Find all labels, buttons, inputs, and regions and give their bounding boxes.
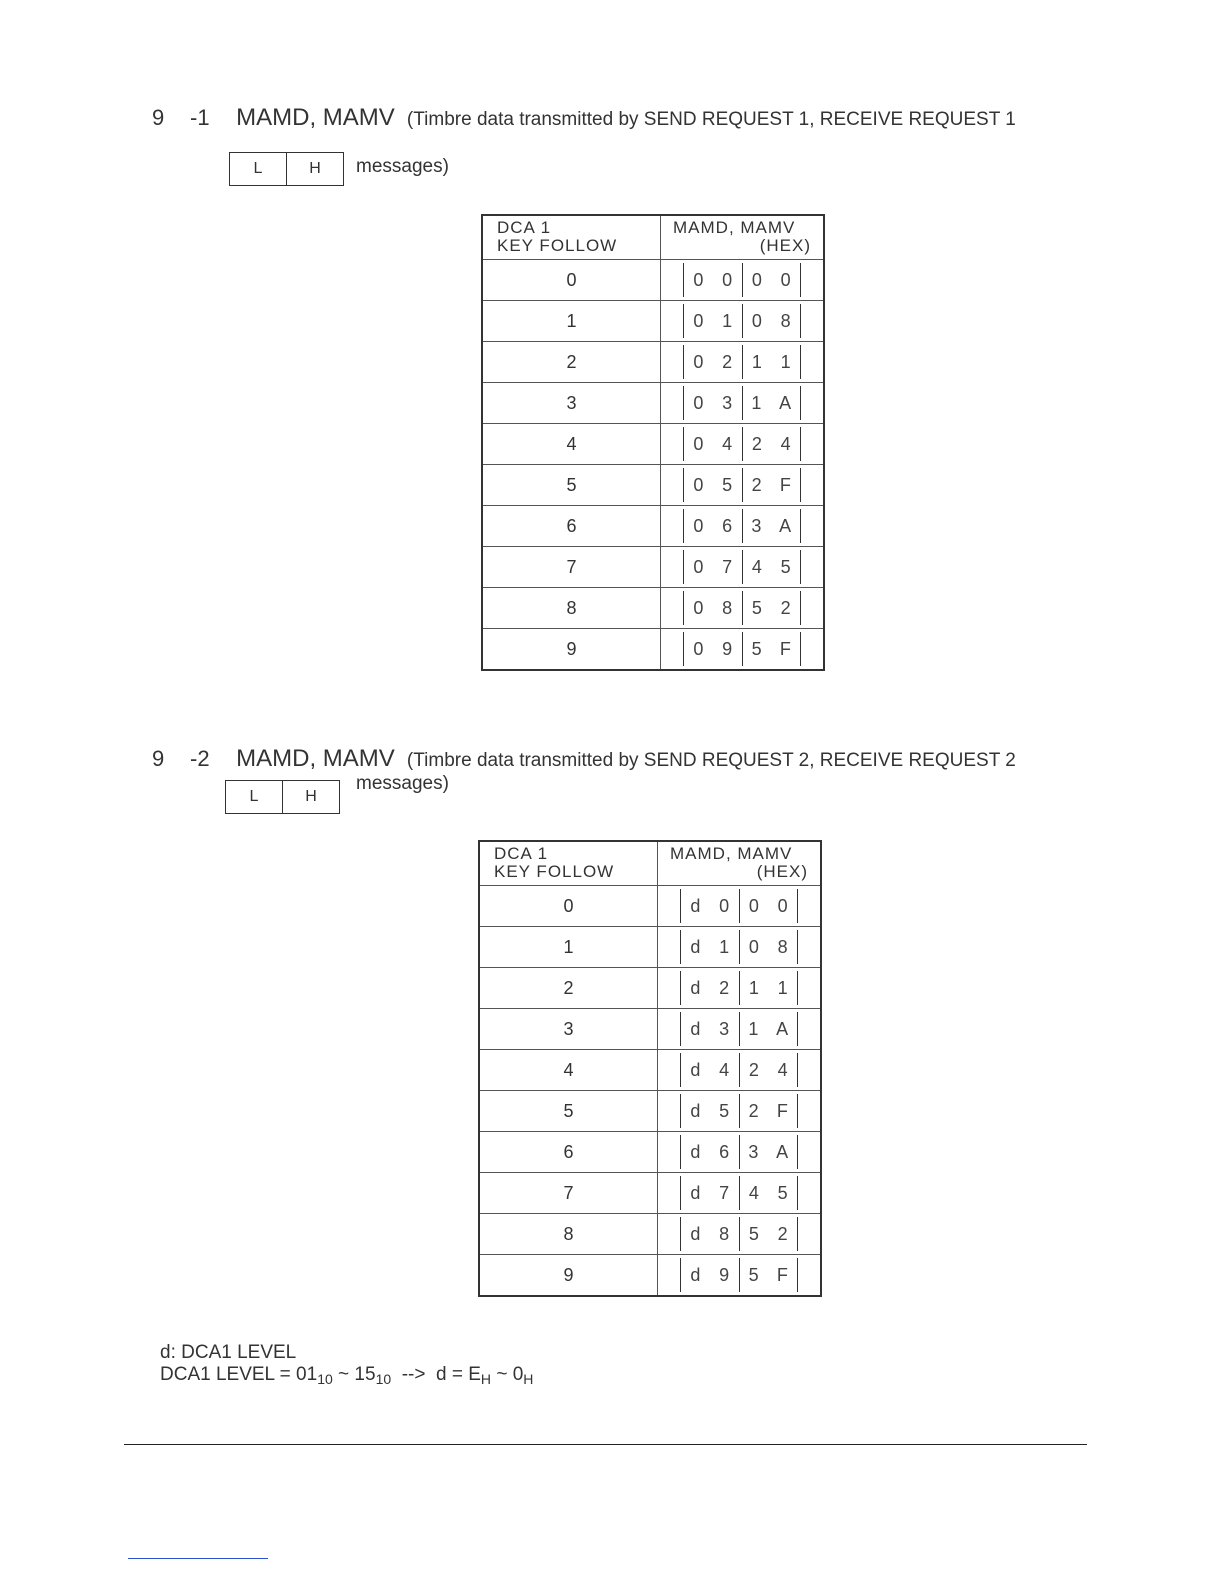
hex-digit: F bbox=[779, 638, 791, 659]
key-follow-value: 5 bbox=[479, 1091, 658, 1132]
hex-digit: 5 bbox=[719, 1100, 730, 1121]
hex-digit: F bbox=[776, 1264, 788, 1285]
note-line-2 bbox=[160, 1364, 533, 1387]
header-line: (HEX) bbox=[759, 236, 811, 255]
header-mamd-mamv bbox=[658, 841, 822, 886]
hex-digit: 0 bbox=[748, 895, 759, 916]
hex-byte-box bbox=[680, 1217, 798, 1251]
hex-digit: 5 bbox=[722, 474, 733, 495]
hex-digit: A bbox=[776, 1018, 789, 1039]
hex-value-cell bbox=[661, 383, 825, 424]
table-row bbox=[482, 301, 824, 342]
hex-digit: 9 bbox=[722, 638, 733, 659]
section-number: 9 bbox=[152, 746, 165, 771]
hex-value-cell bbox=[658, 1214, 822, 1255]
note-text: --> d = E bbox=[391, 1364, 481, 1385]
hex-low-byte bbox=[739, 1094, 798, 1128]
footer-rule bbox=[124, 1444, 1087, 1445]
hex-value-cell bbox=[661, 260, 825, 301]
hex-digit: 0 bbox=[693, 556, 704, 577]
section-subnumber: -1 bbox=[190, 105, 210, 130]
key-follow-value: 7 bbox=[479, 1173, 658, 1214]
hex-digit: 0 bbox=[693, 474, 704, 495]
table-row bbox=[479, 1050, 821, 1091]
table-row bbox=[479, 1214, 821, 1255]
key-follow-value: 6 bbox=[482, 506, 661, 547]
hex-byte-box bbox=[683, 591, 801, 625]
table-row bbox=[482, 260, 824, 301]
hex-digit: 6 bbox=[722, 515, 733, 536]
header-line: DCA 1 bbox=[494, 844, 549, 863]
hex-high-byte bbox=[681, 1135, 739, 1169]
hex-value-cell bbox=[661, 506, 825, 547]
hex-high-byte bbox=[684, 386, 742, 420]
hex-high-byte bbox=[684, 427, 742, 461]
hex-digit: 2 bbox=[751, 433, 762, 454]
section-2-heading bbox=[152, 745, 1016, 773]
hex-value-cell bbox=[658, 1091, 822, 1132]
hex-digit: 0 bbox=[693, 433, 704, 454]
hex-digit: 4 bbox=[722, 433, 733, 454]
hex-digit: 0 bbox=[693, 269, 704, 290]
table-row bbox=[479, 968, 821, 1009]
key-follow-value: 6 bbox=[479, 1132, 658, 1173]
hex-digit: 5 bbox=[780, 556, 791, 577]
key-follow-value: 4 bbox=[482, 424, 661, 465]
table-row bbox=[482, 588, 824, 629]
hex-value-cell bbox=[658, 1255, 822, 1297]
table-row bbox=[479, 1009, 821, 1050]
section-number: 9 bbox=[152, 105, 165, 130]
hex-digit: 2 bbox=[748, 1100, 759, 1121]
note-line-1: d: DCA1 LEVEL bbox=[160, 1342, 297, 1363]
key-follow-value: 3 bbox=[479, 1009, 658, 1050]
table-row bbox=[482, 506, 824, 547]
hex-digit: 0 bbox=[751, 310, 762, 331]
hex-digit: 1 bbox=[751, 392, 762, 413]
hex-value-cell bbox=[658, 927, 822, 968]
hex-digit: d bbox=[690, 1141, 701, 1162]
hex-digit: 2 bbox=[751, 474, 762, 495]
table-row bbox=[482, 465, 824, 506]
lh-byte-box bbox=[229, 152, 344, 186]
hex-digit: 0 bbox=[777, 895, 788, 916]
hex-digit: 0 bbox=[693, 392, 704, 413]
hex-digit: 0 bbox=[719, 895, 730, 916]
hex-byte-box bbox=[680, 1135, 798, 1169]
header-line: MAMD, MAMV bbox=[670, 844, 793, 863]
hex-byte-box bbox=[683, 509, 801, 543]
hex-byte-box bbox=[683, 386, 801, 420]
hex-byte-box bbox=[680, 1176, 798, 1210]
hex-low-byte bbox=[742, 386, 801, 420]
hex-digit: 2 bbox=[719, 977, 730, 998]
messages-label: messages) bbox=[356, 156, 449, 177]
hex-digit: d bbox=[690, 1182, 701, 1203]
hex-byte-box bbox=[680, 889, 798, 923]
section-1-heading bbox=[152, 104, 1016, 132]
hex-high-byte bbox=[684, 263, 742, 297]
hex-digit: 6 bbox=[719, 1141, 730, 1162]
low-nibble-label: L bbox=[253, 160, 263, 177]
hex-digit: 8 bbox=[777, 936, 788, 957]
hex-digit: 5 bbox=[748, 1223, 759, 1244]
hex-digit: 0 bbox=[693, 515, 704, 536]
hex-low-byte bbox=[742, 304, 801, 338]
header-line: DCA 1 bbox=[497, 218, 552, 237]
section-description: (Timbre data transmitted by SEND REQUEST 2, RECEIVE REQUEST 2 bbox=[406, 750, 1016, 771]
section-title: MAMD, MAMV bbox=[236, 745, 395, 772]
hex-byte-box bbox=[680, 1053, 798, 1087]
hex-digit: 0 bbox=[780, 269, 791, 290]
hex-digit: A bbox=[776, 1141, 789, 1162]
hex-digit: 4 bbox=[751, 556, 762, 577]
hex-digit: d bbox=[690, 1264, 701, 1285]
hex-high-byte bbox=[684, 509, 742, 543]
hex-byte-box bbox=[680, 1094, 798, 1128]
hex-value-cell bbox=[658, 886, 822, 927]
hex-value-cell bbox=[661, 301, 825, 342]
key-follow-value: 9 bbox=[479, 1255, 658, 1297]
hex-digit: d bbox=[690, 977, 701, 998]
hex-digit: 0 bbox=[693, 310, 704, 331]
hex-low-byte bbox=[739, 1012, 798, 1046]
hex-digit: A bbox=[779, 515, 792, 536]
hex-digit: 3 bbox=[751, 515, 762, 536]
hex-digit: 5 bbox=[777, 1182, 788, 1203]
hex-digit: 7 bbox=[719, 1182, 730, 1203]
hex-low-byte bbox=[742, 468, 801, 502]
hex-digit: A bbox=[779, 392, 792, 413]
note-text: DCA1 LEVEL = 01 bbox=[160, 1364, 318, 1385]
hex-value-cell bbox=[658, 1173, 822, 1214]
hex-digit: 5 bbox=[748, 1264, 759, 1285]
high-nibble-label: H bbox=[286, 153, 343, 185]
key-follow-value: 9 bbox=[482, 629, 661, 671]
table-row bbox=[482, 342, 824, 383]
hex-value-cell bbox=[661, 424, 825, 465]
hex-digit: 0 bbox=[693, 597, 704, 618]
hex-digit: 1 bbox=[719, 936, 730, 957]
hex-low-byte bbox=[739, 1217, 798, 1251]
hex-byte-box bbox=[683, 345, 801, 379]
hex-digit: 2 bbox=[777, 1223, 788, 1244]
table-row bbox=[479, 1255, 821, 1297]
hex-digit: 1 bbox=[722, 310, 733, 331]
hex-digit: 0 bbox=[693, 638, 704, 659]
hex-digit: 1 bbox=[748, 1018, 759, 1039]
hex-low-byte bbox=[742, 509, 801, 543]
table-row bbox=[479, 1132, 821, 1173]
key-follow-table-2 bbox=[478, 840, 822, 1297]
hex-digit: d bbox=[690, 1223, 701, 1244]
hex-high-byte bbox=[681, 1176, 739, 1210]
hex-value-cell bbox=[661, 547, 825, 588]
hex-digit: 5 bbox=[751, 597, 762, 618]
hex-digit: F bbox=[776, 1100, 788, 1121]
section-title: MAMD, MAMV bbox=[236, 104, 395, 131]
hex-value-cell bbox=[658, 1050, 822, 1091]
hex-high-byte bbox=[684, 468, 742, 502]
hex-low-byte bbox=[739, 1053, 798, 1087]
hex-byte-box bbox=[680, 1258, 798, 1292]
hex-digit: 4 bbox=[780, 433, 791, 454]
hex-digit: 4 bbox=[719, 1059, 730, 1080]
hex-digit: 3 bbox=[719, 1018, 730, 1039]
hex-digit: 8 bbox=[722, 597, 733, 618]
hex-digit: 3 bbox=[722, 392, 733, 413]
hex-high-byte bbox=[681, 1094, 739, 1128]
low-nibble-label: L bbox=[249, 788, 259, 805]
hex-byte-box bbox=[683, 468, 801, 502]
table-row bbox=[479, 927, 821, 968]
hex-high-byte bbox=[684, 591, 742, 625]
note-text: ~ 0 bbox=[491, 1364, 524, 1385]
key-follow-value: 8 bbox=[479, 1214, 658, 1255]
hex-digit: 0 bbox=[693, 351, 704, 372]
hex-digit: d bbox=[690, 1059, 701, 1080]
hex-low-byte bbox=[739, 889, 798, 923]
hex-digit: d bbox=[690, 1018, 701, 1039]
hex-low-byte bbox=[742, 345, 801, 379]
hex-digit: 0 bbox=[751, 269, 762, 290]
hex-digit: d bbox=[690, 895, 701, 916]
hex-digit: 9 bbox=[719, 1264, 730, 1285]
key-follow-value: 1 bbox=[482, 301, 661, 342]
header-mamd-mamv bbox=[661, 215, 825, 260]
hex-low-byte bbox=[742, 427, 801, 461]
hex-low-byte bbox=[739, 1135, 798, 1169]
header-dca-key-follow bbox=[479, 841, 658, 886]
hex-value-cell bbox=[658, 1009, 822, 1050]
key-follow-value: 0 bbox=[482, 260, 661, 301]
hex-digit: 2 bbox=[780, 597, 791, 618]
hex-digit: 8 bbox=[719, 1223, 730, 1244]
note-subscript: H bbox=[523, 1371, 534, 1387]
hex-byte-box bbox=[683, 304, 801, 338]
note-subscript: 10 bbox=[375, 1371, 392, 1387]
hex-value-cell bbox=[661, 629, 825, 671]
hex-digit: 4 bbox=[777, 1059, 788, 1080]
header-line: (HEX) bbox=[756, 862, 808, 881]
hex-digit: 3 bbox=[748, 1141, 759, 1162]
hex-digit: F bbox=[779, 474, 791, 495]
hex-byte-box bbox=[683, 263, 801, 297]
hex-high-byte bbox=[684, 632, 742, 666]
hex-digit: 1 bbox=[751, 351, 762, 372]
hex-high-byte bbox=[684, 550, 742, 584]
hex-low-byte bbox=[739, 1258, 798, 1292]
hex-digit: d bbox=[690, 1100, 701, 1121]
lh-byte-box bbox=[225, 780, 340, 814]
hex-low-byte bbox=[739, 1176, 798, 1210]
hex-byte-box bbox=[680, 1012, 798, 1046]
hex-high-byte bbox=[681, 1053, 739, 1087]
key-follow-value: 8 bbox=[482, 588, 661, 629]
hex-digit: 7 bbox=[722, 556, 733, 577]
hex-low-byte bbox=[742, 550, 801, 584]
key-follow-value: 2 bbox=[479, 968, 658, 1009]
key-follow-value: 1 bbox=[479, 927, 658, 968]
hex-digit: 2 bbox=[748, 1059, 759, 1080]
hex-high-byte bbox=[684, 304, 742, 338]
hex-low-byte bbox=[739, 971, 798, 1005]
hex-digit: 2 bbox=[722, 351, 733, 372]
messages-label: messages) bbox=[356, 773, 449, 794]
hex-value-cell bbox=[658, 968, 822, 1009]
hex-high-byte bbox=[681, 930, 739, 964]
section-subnumber: -2 bbox=[190, 746, 210, 771]
key-follow-value: 3 bbox=[482, 383, 661, 424]
hex-low-byte bbox=[742, 591, 801, 625]
high-nibble-label: H bbox=[282, 781, 339, 813]
section-description: (Timbre data transmitted by SEND REQUEST 1, RECEIVE REQUEST 1 bbox=[406, 109, 1016, 130]
note-text: ~ 15 bbox=[332, 1364, 376, 1385]
table-row bbox=[479, 886, 821, 927]
hex-byte-box bbox=[680, 930, 798, 964]
table-row bbox=[482, 424, 824, 465]
header-line: MAMD, MAMV bbox=[673, 218, 796, 237]
note-subscript: 10 bbox=[317, 1371, 333, 1387]
hex-high-byte bbox=[681, 1012, 739, 1046]
hex-value-cell bbox=[661, 465, 825, 506]
hex-digit: 0 bbox=[748, 936, 759, 957]
hex-digit: 4 bbox=[748, 1182, 759, 1203]
key-follow-value: 7 bbox=[482, 547, 661, 588]
hex-high-byte bbox=[681, 971, 739, 1005]
key-follow-value: 5 bbox=[482, 465, 661, 506]
hex-high-byte bbox=[681, 889, 739, 923]
footer-link-underline bbox=[128, 1558, 268, 1559]
header-line: KEY FOLLOW bbox=[494, 862, 615, 881]
hex-digit: 1 bbox=[780, 351, 791, 372]
key-follow-table-1 bbox=[481, 214, 825, 671]
hex-low-byte bbox=[739, 930, 798, 964]
hex-byte-box bbox=[683, 550, 801, 584]
hex-low-byte bbox=[742, 263, 801, 297]
hex-high-byte bbox=[681, 1217, 739, 1251]
key-follow-value: 4 bbox=[479, 1050, 658, 1091]
hex-byte-box bbox=[680, 971, 798, 1005]
hex-high-byte bbox=[681, 1258, 739, 1292]
hex-byte-box bbox=[683, 632, 801, 666]
hex-digit: 5 bbox=[751, 638, 762, 659]
hex-digit: 0 bbox=[722, 269, 733, 290]
key-follow-value: 0 bbox=[479, 886, 658, 927]
header-dca-key-follow bbox=[482, 215, 661, 260]
hex-high-byte bbox=[684, 345, 742, 379]
header-line: KEY FOLLOW bbox=[497, 236, 618, 255]
hex-digit: 1 bbox=[748, 977, 759, 998]
table-row bbox=[482, 629, 824, 671]
table-row bbox=[479, 1173, 821, 1214]
hex-byte-box bbox=[683, 427, 801, 461]
key-follow-value: 2 bbox=[482, 342, 661, 383]
hex-value-cell bbox=[658, 1132, 822, 1173]
hex-digit: d bbox=[690, 936, 701, 957]
hex-low-byte bbox=[742, 632, 801, 666]
hex-value-cell bbox=[661, 588, 825, 629]
table-row bbox=[482, 383, 824, 424]
hex-digit: 1 bbox=[777, 977, 788, 998]
table-row bbox=[479, 1091, 821, 1132]
table-row bbox=[482, 547, 824, 588]
hex-digit: 8 bbox=[780, 310, 791, 331]
note-subscript: H bbox=[480, 1371, 492, 1387]
hex-value-cell bbox=[661, 342, 825, 383]
